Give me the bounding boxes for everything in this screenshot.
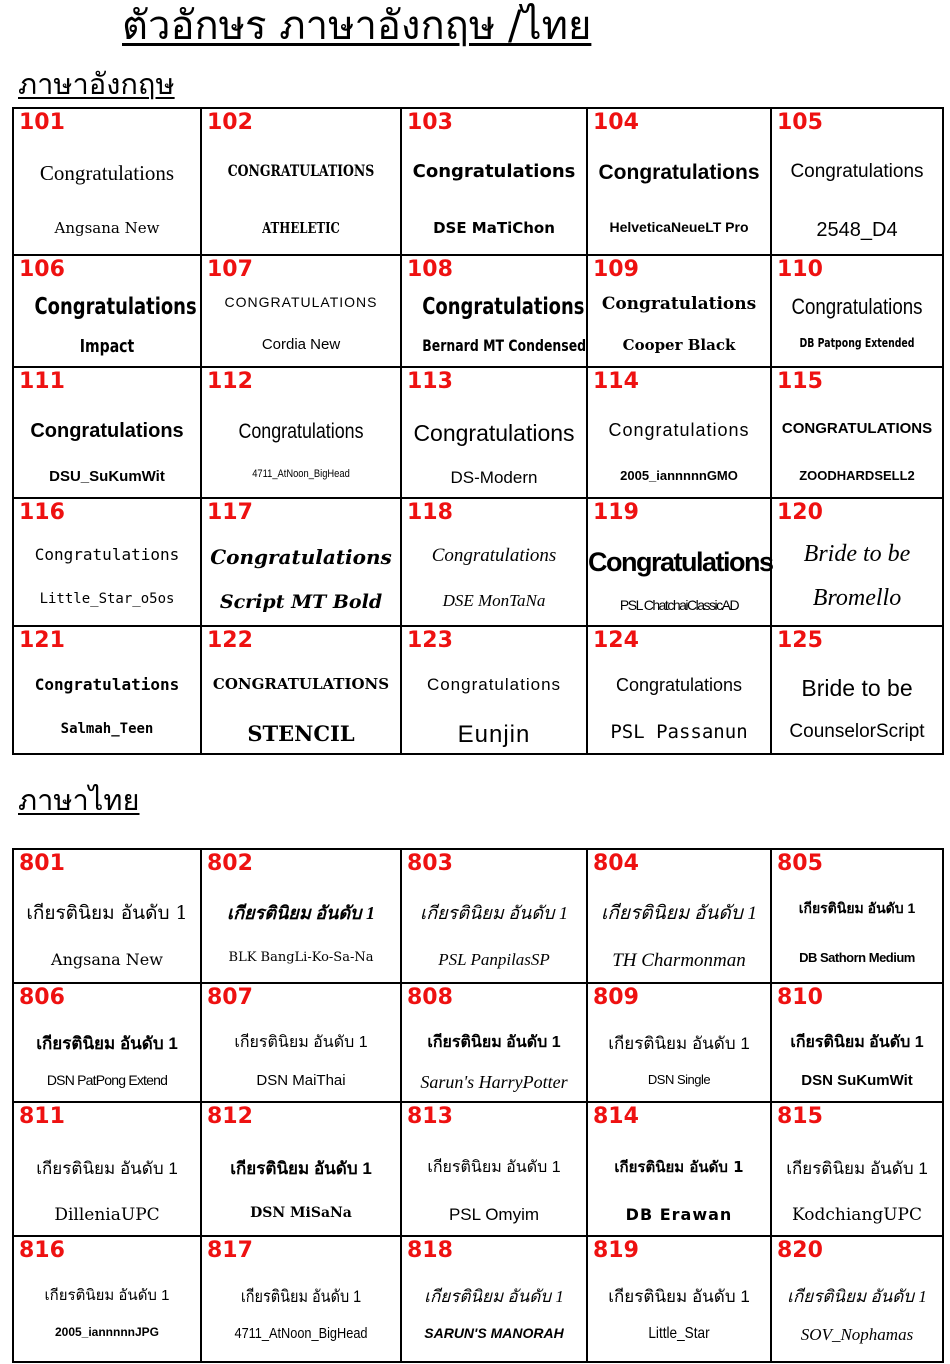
font-cell-113[interactable] (401, 367, 587, 498)
font-cell-813[interactable] (401, 1102, 587, 1236)
font-code: 119 (593, 500, 639, 525)
font-sample: Congratulations (30, 420, 184, 442)
font-name: DSN MiSaNa (250, 1205, 352, 1221)
font-name: 2005_iannnnnGMO (620, 468, 738, 483)
font-code: 112 (207, 369, 253, 394)
font-cell-808[interactable] (401, 983, 587, 1102)
font-code: 811 (19, 1104, 65, 1129)
font-cell-116[interactable] (13, 498, 201, 626)
font-sample: เกียรตินิยม อันดับ 1 (790, 1034, 924, 1051)
font-code: 111 (19, 369, 65, 394)
section-heading-thai: ภาษาไทย (18, 783, 140, 817)
font-cell-114[interactable] (587, 367, 771, 498)
font-name: DB Sathorn Medium (799, 950, 915, 965)
font-code: 105 (777, 110, 823, 135)
font-sample: เกียรตินิยม อันดับ 1 (420, 903, 568, 923)
font-sample: Congratulations (601, 294, 757, 314)
font-sample: Congratulations (426, 675, 562, 694)
font-name: KodchiangUPC (791, 1205, 922, 1225)
font-code: 803 (407, 851, 453, 876)
font-cell-105[interactable] (771, 108, 943, 255)
font-name: Little_Star_o5os (39, 591, 175, 607)
font-cell-108[interactable] (401, 255, 587, 367)
font-code: 818 (407, 1238, 453, 1263)
font-sample: Congratulations (598, 161, 760, 184)
font-sample: เกียรตินิยม อันดับ 1 (787, 1287, 927, 1306)
font-sample: Congratulations (34, 545, 180, 564)
font-code: 802 (207, 851, 253, 876)
font-code: 808 (407, 985, 453, 1010)
font-sample: เกียรตินิยม อันดับ 1 (608, 1287, 750, 1306)
font-name: DSE MonTaNa (442, 591, 546, 610)
font-name: PSL PanpilasSP (438, 950, 550, 969)
font-sample: Bride to be (801, 675, 913, 701)
font-name: ZOODHARDSELL2 (799, 468, 915, 483)
font-name: Angsana New (51, 950, 163, 969)
font-code: 810 (777, 985, 823, 1010)
thai-font-grid (12, 848, 944, 1363)
font-code: 815 (777, 1104, 823, 1129)
font-sample: Congratulations (431, 545, 557, 566)
font-code: 113 (407, 369, 453, 394)
font-cell-120[interactable] (771, 498, 943, 626)
font-name: DSN SuKumWit (801, 1072, 913, 1089)
font-cell-819[interactable] (587, 1236, 771, 1362)
font-name: PSL Omyim (448, 1205, 540, 1224)
font-cell-115[interactable] (771, 367, 943, 498)
font-name: 2548_D4 (816, 219, 898, 241)
font-name: Bernard MT Condensed (422, 336, 587, 355)
font-code: 106 (19, 257, 65, 282)
font-sample: Congratulations (34, 294, 197, 320)
font-name: 2005_iannnnnJPG (54, 1325, 160, 1339)
font-sample: เกียรตินิยม อันดับ 1 (26, 902, 188, 924)
font-code: 117 (207, 500, 253, 525)
font-cell-816[interactable] (13, 1236, 201, 1362)
font-code: 807 (207, 985, 253, 1010)
font-code: 805 (777, 851, 823, 876)
font-cell-817[interactable] (201, 1236, 401, 1362)
font-code: 115 (777, 369, 823, 394)
font-code: 103 (407, 110, 453, 135)
font-sample: เกียรตินิยม อันดับ 1 (424, 1287, 564, 1306)
font-cell-807[interactable] (201, 983, 401, 1102)
font-cell-124[interactable] (587, 626, 771, 754)
font-sample: Congratulations (608, 420, 750, 440)
font-cell-112[interactable] (201, 367, 401, 498)
font-code: 812 (207, 1104, 253, 1129)
font-name: Script MT Bold (219, 591, 383, 613)
font-name: 4711_AtNoon_BigHead (252, 468, 350, 480)
font-sample: Congratulations (34, 675, 180, 694)
font-code: 118 (407, 500, 453, 525)
font-code: 124 (593, 628, 639, 653)
font-cell-106[interactable] (13, 255, 201, 367)
font-name: Salmah_Teen (60, 721, 154, 737)
font-sample: CONGRATULATIONS (781, 420, 933, 437)
font-cell-810[interactable] (771, 983, 943, 1102)
font-code: 101 (19, 110, 65, 135)
font-name: PSL ChatchaiClassicAD (619, 597, 739, 613)
font-sample: Congratulations (422, 294, 585, 320)
section-heading-english: ภาษาอังกฤษ (18, 67, 175, 101)
font-sample: เกียรตินิยม อันดับ 1 (614, 1158, 744, 1176)
font-sample: เกียรตินิยม อันดับ 1 (798, 900, 916, 916)
font-cell-803[interactable] (401, 849, 587, 983)
font-code: 813 (407, 1104, 453, 1129)
font-name: Cordia New (261, 336, 341, 353)
font-name: Impact (79, 336, 135, 357)
font-code: 817 (207, 1238, 253, 1263)
font-cell-123[interactable] (401, 626, 587, 754)
font-sample: CONGRATULATIONS (212, 675, 390, 693)
font-sample: เกียรตินิยม อันดับ 1 (227, 903, 375, 923)
font-name: ATHELETIC (262, 219, 340, 237)
font-sample: Congratulations (790, 161, 924, 182)
font-code: 108 (407, 257, 453, 282)
font-sample: Congratulations (39, 161, 175, 185)
font-code: 109 (593, 257, 639, 282)
font-cell-806[interactable] (13, 983, 201, 1102)
font-code: 114 (593, 369, 639, 394)
font-code: 107 (207, 257, 253, 282)
font-cell-809[interactable] (587, 983, 771, 1102)
font-name: Bromello (812, 585, 902, 611)
font-cell-818[interactable] (401, 1236, 587, 1362)
font-cell-101[interactable] (13, 108, 201, 255)
font-code: 110 (777, 257, 823, 282)
font-sample: เกียรตินิยม อันดับ 1 (234, 1034, 368, 1051)
font-sample: Bride to be (803, 541, 911, 567)
font-cell-814[interactable] (587, 1102, 771, 1236)
font-name: DSN Single (647, 1072, 711, 1087)
font-name: DSE MaTiChon (433, 219, 555, 237)
font-sample: เกียรตินิยม อันดับ 1 (36, 1159, 178, 1178)
font-sample: เกียรตินิยม อันดับ 1 (44, 1287, 170, 1304)
font-sample: เกียรตินิยม อันดับ 1 (427, 1159, 561, 1176)
font-code: 122 (207, 628, 253, 653)
font-name: PSL Passanun (610, 721, 748, 743)
font-name: DS-Modern (450, 468, 538, 487)
font-sample: Congratulations (210, 545, 392, 569)
font-cell-815[interactable] (771, 1102, 943, 1236)
font-cell-125[interactable] (771, 626, 943, 754)
font-cell-107[interactable] (201, 255, 401, 367)
font-name: STENCIL (247, 721, 355, 746)
font-name: HelveticaNeueLT Pro (609, 219, 749, 235)
font-name: SOV_Nophamas (800, 1325, 914, 1344)
font-name: CounselorScript (789, 721, 925, 742)
font-code: 816 (19, 1238, 65, 1263)
font-sample: Congratulations (588, 547, 773, 577)
font-code: 121 (19, 628, 65, 653)
font-cell-109[interactable] (587, 255, 771, 367)
font-name: 4711_AtNoon_BigHead (234, 1325, 368, 1342)
font-cell-104[interactable] (587, 108, 771, 255)
font-sample: Congratulations (412, 161, 576, 182)
font-name: DB Erawan (625, 1205, 733, 1224)
font-cell-122[interactable] (201, 626, 401, 754)
font-sample: Congratulations (413, 420, 575, 446)
font-sample: Congratulations (791, 294, 923, 319)
font-cell-118[interactable] (401, 498, 587, 626)
font-cell-119[interactable] (587, 498, 771, 626)
font-code: 806 (19, 985, 65, 1010)
font-cell-804[interactable] (587, 849, 771, 983)
font-cell-801[interactable] (13, 849, 201, 983)
font-sample: เกียรตินิยม อันดับ 1 (608, 1034, 750, 1053)
font-sample: เกียรตินิยม อันดับ 1 (36, 1034, 178, 1053)
font-name: SARUN'S MANORAH (424, 1325, 564, 1341)
font-name: DB Patpong Extended (799, 336, 915, 350)
font-sample: เกียรตินิยม อันดับ 1 (786, 1159, 928, 1178)
font-cell-103[interactable] (401, 108, 587, 255)
font-name: Cooper Black (622, 336, 736, 354)
font-cell-820[interactable] (771, 1236, 943, 1362)
font-name: DSU_SuKumWit (49, 468, 165, 485)
font-cell-102[interactable] (201, 108, 401, 255)
page-title: ตัวอักษร ภาษาอังกฤษ /ไทย (122, 3, 592, 49)
font-cell-802[interactable] (201, 849, 401, 983)
font-name: BLK BangLi-Ko-Sa-Na (228, 950, 374, 965)
font-sample: CONGRATULATIONS (224, 294, 378, 310)
font-name: Eunjin (457, 721, 531, 748)
font-code: 820 (777, 1238, 823, 1263)
font-sample: เกียรตินิยม อันดับ 1 (427, 1034, 561, 1051)
font-name: DilleniaUPC (54, 1205, 160, 1225)
font-sample: เกียรตินิยม อันดับ 1 (230, 1159, 372, 1178)
font-cell-811[interactable] (13, 1102, 201, 1236)
font-sample: เกียรตินิยม อันดับ 1 (240, 1287, 362, 1306)
font-code: 116 (19, 500, 65, 525)
english-font-grid (12, 107, 944, 755)
font-sample: เกียรตินิยม อันดับ 1 (600, 903, 758, 924)
font-sample: CONGRATULATIONS (227, 161, 375, 180)
font-code: 102 (207, 110, 253, 135)
font-code: 104 (593, 110, 639, 135)
font-code: 809 (593, 985, 639, 1010)
font-code: 125 (777, 628, 823, 653)
font-name: DSN PatPong Extend (46, 1072, 168, 1088)
font-sample: Congratulations (615, 675, 743, 695)
font-code: 801 (19, 851, 65, 876)
font-name: Little_Star (648, 1325, 710, 1342)
font-code: 804 (593, 851, 639, 876)
font-name: Sarun's HarryPotter (420, 1072, 568, 1092)
font-code: 819 (593, 1238, 639, 1263)
font-cell-812[interactable] (201, 1102, 401, 1236)
font-cell-110[interactable] (771, 255, 943, 367)
font-cell-805[interactable] (771, 849, 943, 983)
font-code: 814 (593, 1104, 639, 1129)
font-cell-111[interactable] (13, 367, 201, 498)
font-cell-121[interactable] (13, 626, 201, 754)
font-sample: Congratulations (238, 420, 364, 443)
font-code: 123 (407, 628, 453, 653)
font-name: TH Charmonman (612, 950, 746, 971)
font-cell-117[interactable] (201, 498, 401, 626)
font-name: Angsana New (54, 219, 160, 237)
font-name: DSN MaiThai (256, 1072, 346, 1089)
font-code: 120 (777, 500, 823, 525)
